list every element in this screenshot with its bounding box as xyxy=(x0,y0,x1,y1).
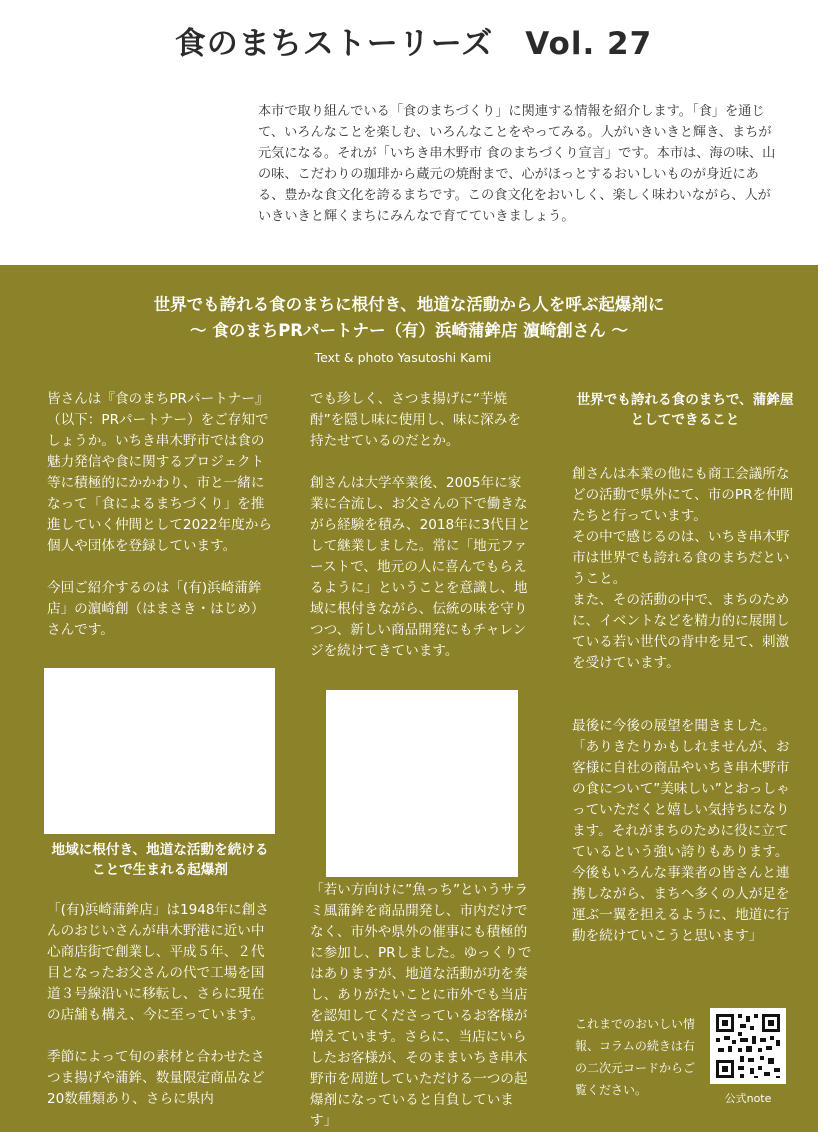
page-title: 食のまちストーリーズ Vol. 27 xyxy=(174,26,653,62)
column-2-top xyxy=(310,389,534,662)
column-1-top xyxy=(47,389,273,641)
photo-credit: Text & photo Yasutoshi Kami xyxy=(314,350,492,365)
col1-paragraph-3: 「(有)浜崎蒲鉾店」は1948年に創さんのおじいさんが串木野港に近い中心商店街で創業し、平成５年、２代目となったお父さんの代で工場を国道３号線沿いに移転し、さらに現在の店舗も構え、今に至っています。 xyxy=(47,902,269,1023)
qr-caption: 公式note xyxy=(724,1092,772,1105)
col1-subheading: 地域に根付き、地道な活動を続けることで生まれる起爆剤 xyxy=(51,842,269,878)
photo-placeholder-1 xyxy=(44,668,275,834)
column-1-bottom xyxy=(47,900,273,1110)
qr-footnote: これまでのおいしい情報、コラムの続きは右の二次元コードからご覧ください。 xyxy=(575,1017,696,1097)
col2-paragraph-2: 創さんは大学卒業後、2005年に家業に合流し、お父さんの下で働きながら経験を積み、2018年に3代目として継業しました。常に「地元ファーストで、地元の人に喜んでもらえるように」ということを意識し、地域に根付きながら、伝統の味を守りつつ、新しい商品開発にもチャレンジを続けてきています。 xyxy=(310,475,531,659)
col3-paragraph-2: 最後に今後の展望を聞きました。 「ありきたりかもしれませんが、お客様に自社の商品やいちき串木野市の食について”美味しい”とおっしゃっていただくと嬉しい気持ちになります。それがまちのために役に立てているという強い誇りもあります。今後もいろんな事業者の皆さんと連携しながら、まちへ多くの人が足を運ぶ一翼を担えるように、地道に行動を続けていこうと思います」 xyxy=(572,718,790,944)
headline-line-1: 世界でも誇れる食のまちに根付き、地道な活動から人を呼ぶ起爆剤に xyxy=(153,295,665,314)
col1-paragraph-1: 皆さんは『食のまちPRパートナー』（以下：PRパートナー）をご存知でしょうか。いちき串木野市では食の魅力発信や食に関するプロジェクト等に積極的にかかわり、市と一緒になって「食によるまちづくり」を推進していく仲間として2022年度から個人や団体を登録しています。 xyxy=(47,391,272,554)
col2-paragraph-3: 「若い方向けに”魚っち”というサラミ風蒲鉾を商品開発し、市内だけでなく、市外や県外の催事にも積極的に参加し、PRしました。ゆっくりではありますが、地道な活動が功を奏し、ありがたいことに市外でも当店を認知してくださっているお客様が増えています。さらに、当店にいらしたお客様が、そのままいちき串木野市を周遊していただける一つの起爆剤になっていると自負しています」 xyxy=(310,882,532,1129)
qr-code[interactable] xyxy=(710,1008,786,1084)
col2-paragraph-1: でも珍しく、さつま揚げに“芋焼酎”を隠し味に使用し、味に深みを持たせているのだとか。 xyxy=(310,391,521,449)
photo-placeholder-2 xyxy=(326,690,518,877)
col3-paragraph-1: 創さんは本業の他にも商工会議所などの活動で県外にて、市のPRを仲間たちと行っています。 その中で感じるのは、いちき串木野市は世界でも誇れる食のまちだということ。 また、その活動の中で、まちのために、イベントなどを精力的に展開している若い世代の背中を見て、刺激を受けています。 xyxy=(572,466,794,671)
col1-paragraph-4: 季節によって旬の素材と合わせたさつま揚げや蒲鉾、数量限定商品など20数種類あり、さらに県内 xyxy=(47,1049,265,1107)
headline-line-2: 〜 食のまちPRパートナー（有）浜崎蒲鉾店 濵崎創さん 〜 xyxy=(189,321,629,340)
col3-subheading: 世界でも誇れる食のまちで、蒲鉾屋としてできること xyxy=(576,392,794,428)
column-3 xyxy=(572,443,798,968)
column-2-bottom xyxy=(310,880,534,1132)
col1-paragraph-2: 今回ご紹介するのは「(有)浜崎蒲鉾店」の濵崎創（はまさき・はじめ）さんです。 xyxy=(47,580,265,638)
qr-code-icon xyxy=(710,1008,786,1084)
article-headline xyxy=(0,292,818,344)
intro-paragraph: 本市で取り組んでいる「食のまちづくり」に関連する情報を紹介します。「食」を通じて、いろんなことを楽しむ、いろんなことをやってみる。人がいきいきと輝き、まちが元気になる。それが「いちき串木野市 食のまちづくり宣言」です。本市は、海の味、山の味、こだわりの珈琲から蔵元の焼酎まで、心がほっとするおいしいものが身近にある、豊かな食文化を誇るまちです。この食文化をおいしく、楽しく味わいながら、人がいきいきと輝くまちにみんなで育てていきましょう。 xyxy=(258,104,776,224)
